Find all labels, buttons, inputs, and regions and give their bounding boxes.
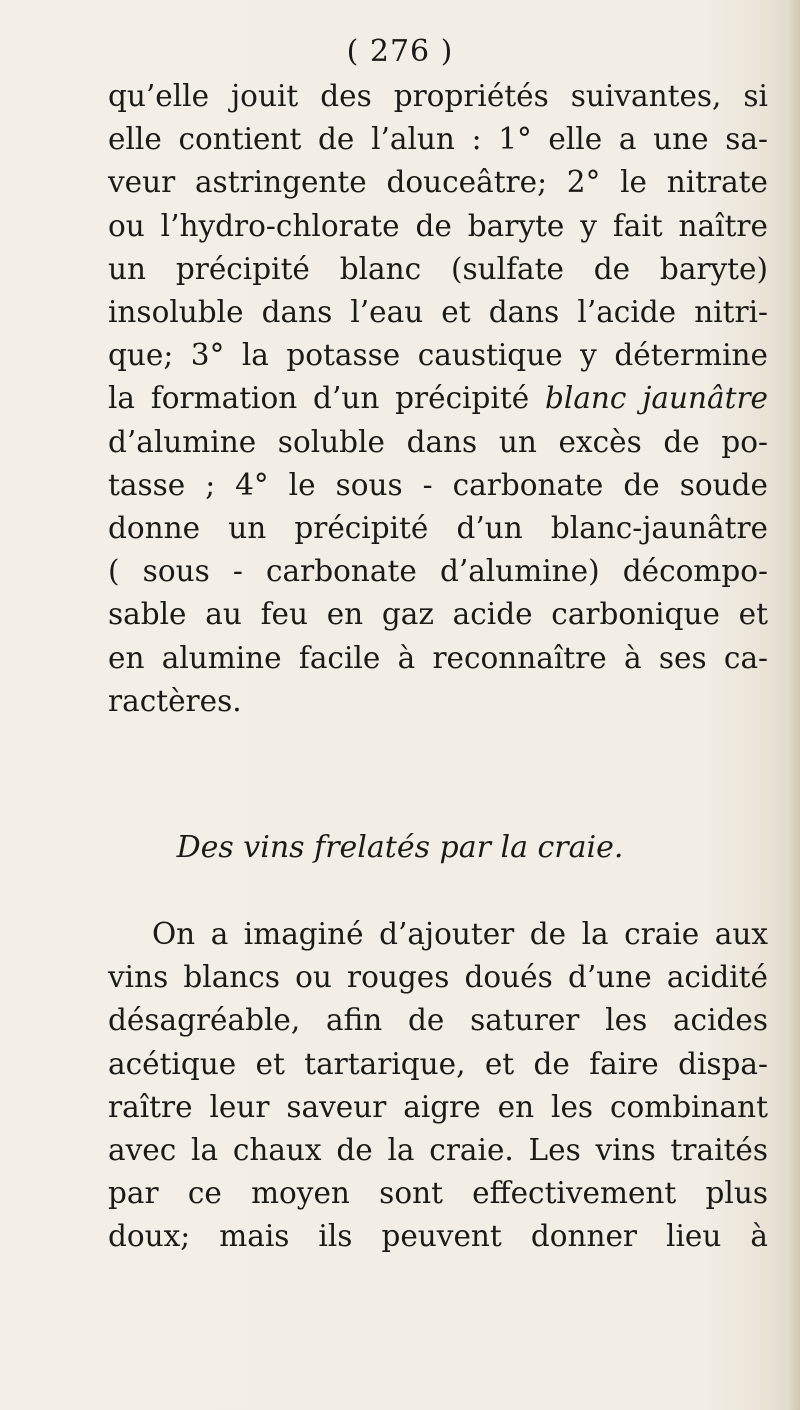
text-line: un précipité blanc (sulfate de baryte): [108, 251, 768, 286]
text-line-start: la formation d’un précipité: [108, 381, 546, 416]
text-line: On a imaginé d’ajouter de la craie aux: [152, 917, 768, 951]
text-line: sable au feu en gaz acide carbonique et: [108, 597, 768, 632]
section-heading: Des vins frelatés par la craie.: [176, 830, 624, 865]
text-line: qu’elle jouit des propriétés suivantes, si: [108, 79, 768, 113]
text-line: veur astringente douceâtre; 2° le nitrate: [108, 165, 768, 200]
paragraph-chalk-wines: [108, 913, 768, 1259]
paragraph-alum-properties: [108, 75, 768, 723]
text-line-with-italic: [108, 377, 768, 420]
text-line: donne un précipité d’un blanc-jaunâtre: [108, 511, 768, 546]
text-line: insoluble dans l’eau et dans l’acide nitri-: [108, 295, 768, 330]
text-line: ou l’hydro-chlorate de baryte y fait naître: [108, 208, 768, 243]
text-line: vins blancs ou rouges doués d’une acidité: [108, 960, 768, 995]
text-line: acétique et tartarique, et de faire dispa-: [108, 1046, 768, 1081]
text-line: d’alumine soluble dans un excès de po-: [108, 424, 768, 459]
text-line: désagréable, afin de saturer les acides: [108, 1003, 768, 1038]
text-line: doux; mais ils peuvent donner lieu à: [108, 1219, 768, 1254]
page-number: ( 276 ): [346, 34, 454, 69]
text-line: raître leur saveur aigre en les combinant: [108, 1089, 768, 1124]
text-line: elle contient de l’alun : 1° elle a une sa-: [108, 122, 768, 157]
text-line: ( sous - carbonate d’alumine) décompo-: [108, 554, 768, 589]
page-edge-shadow: [786, 0, 800, 1410]
text-line: en alumine facile à reconnaître à ses ca-: [108, 640, 768, 675]
text-line: avec la chaux de la craie. Les vins traités: [108, 1133, 768, 1168]
text-line: par ce moyen sont effectivement plus: [108, 1176, 768, 1211]
italic-phrase: blanc jaunâtre: [545, 381, 769, 416]
text-line: ractères.: [108, 683, 242, 718]
text-line: tasse ; 4° le sous - carbonate de soude: [108, 467, 768, 502]
text-line: que; 3° la potasse caustique y détermine: [108, 338, 768, 373]
